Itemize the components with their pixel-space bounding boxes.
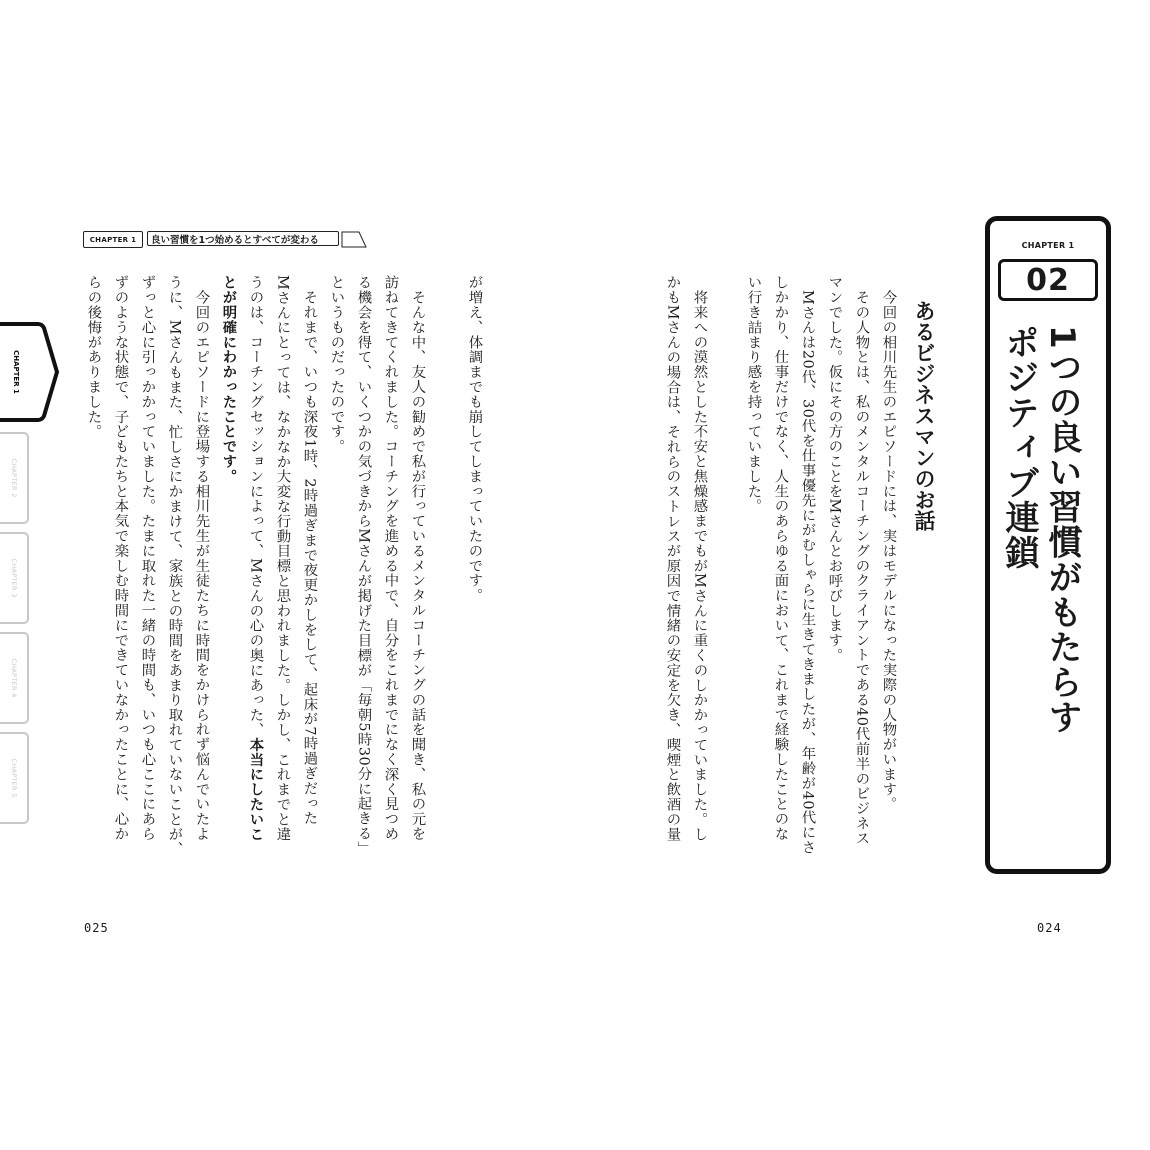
section-title-line-1: 1つの良い習慣がもたらす xyxy=(1042,325,1082,735)
body-column: 今回の相川先生のエピソードには、実はモデルになった実際の人物がいます。 xyxy=(880,275,897,812)
section-heading: あるビジネスマンのお話 xyxy=(912,300,936,531)
section-number-box xyxy=(998,259,1098,301)
chapter-tab-2-label: CHAPTER 2 xyxy=(9,458,18,498)
chapter-tab-arrow-shape xyxy=(0,322,60,422)
emphasis-text: 本当にしたいこ xyxy=(247,737,264,842)
page-number: 024 xyxy=(1037,921,1062,935)
chapter-tab-4-label: CHAPTER 4 xyxy=(9,658,18,698)
page-number: 025 xyxy=(84,921,109,935)
right-page xyxy=(575,0,1150,1150)
body-column: うに、Mさんもまた、忙しさにかまけて、家族との時間をあまり取れていないことが、 xyxy=(166,275,183,857)
chapter-tab-4[interactable] xyxy=(0,632,29,724)
section-number: 02 xyxy=(1026,262,1070,298)
section-title-line-2: ポジティブ連鎖 xyxy=(999,325,1039,570)
chapter-tab-active[interactable] xyxy=(0,322,60,422)
chapter-tab-5-label: CHAPTER 5 xyxy=(9,758,18,798)
body-column: マンでした。仮にその方のことをMさんとお呼びします。 xyxy=(826,275,843,663)
body-column: 将来への漠然とした不安と焦燥感までもがMさんに重くのしかかっていました。し xyxy=(691,275,708,842)
body-column: それまで、いつも深夜1時、2時過ぎまで夜更かしをして、起床が7時過ぎだった xyxy=(301,275,318,826)
body-column: らの後悔がありました。 xyxy=(85,275,102,439)
running-header-chapter-title: 良い習慣を1つ始めるとすべてが変わる xyxy=(147,231,339,246)
body-column: Mさんにとっては、なかなか大変な行動目標と思われました。しかし、これまでと違 xyxy=(274,275,291,842)
body-column: る機会を得て、いくつかの気づきからMさんが掲げた目標が「毎朝5時30分に起きる」 xyxy=(355,275,372,856)
emphasis-text: とが明確にわかったことです。 xyxy=(220,275,237,484)
running-header xyxy=(83,231,363,248)
body-column xyxy=(221,275,235,484)
chapter-tab-active-label: CHAPTER 1 xyxy=(12,350,20,394)
chapter-label: CHAPTER 1 xyxy=(1021,241,1075,250)
body-column: Mさんは20代、30代を仕事優先にがむしゃらに生きてきましたが、年齢が40代にさ xyxy=(799,275,816,855)
chapter-title-box xyxy=(985,216,1111,874)
chapter-tab-3[interactable] xyxy=(0,532,29,624)
chapter-tab-2[interactable] xyxy=(0,432,29,524)
running-header-chapter-label: CHAPTER 1 xyxy=(83,231,143,248)
body-column: うのは、コーチングセッションによって、Mさんの心の奥にあった、本当にしたいこ xyxy=(247,275,264,842)
body-column: が増え、体調までも崩してしまっていたのです。 xyxy=(466,275,483,603)
body-column: というものだったのです。 xyxy=(328,275,345,454)
chapter-tab-3-label: CHAPTER 3 xyxy=(9,558,18,598)
body-column: しかかり、仕事だけでなく、人生のあらゆる面において、これまで経験したことのな xyxy=(772,275,789,842)
chapter-tab-5[interactable] xyxy=(0,732,29,824)
body-column: 訪ねてきてくれました。コーチングを進める中で、自分をこれまでになく深く見つめ xyxy=(382,275,399,842)
body-column: い行き詰まり感を持っていました。 xyxy=(745,275,762,514)
body-column: 今回のエピソードに登場する相川先生が生徒たちに時間をかけられず悩んでいたよ xyxy=(193,275,210,842)
body-column: その人物とは、私のメンタルコーチングのクライアントである40代前半のビジネス xyxy=(853,275,870,846)
body-column: ずっと心に引っかかっていました。たまに取れた一緒の時間も、いつも心ここにあら xyxy=(139,275,156,842)
running-header-tail-shape xyxy=(341,231,367,248)
body-column: ずのような状態で、子どもたちと本気で楽しむ時間にできていなかったことに、心か xyxy=(112,275,129,842)
body-column: かもMさんの場合は、それらのストレスが原因で情緒の安定を欠き、喫煙と飲酒の量 xyxy=(664,275,681,842)
body-column: そんな中、友人の勧めで私が行っているメンタルコーチングの話を聞き、私の元を xyxy=(409,275,426,842)
